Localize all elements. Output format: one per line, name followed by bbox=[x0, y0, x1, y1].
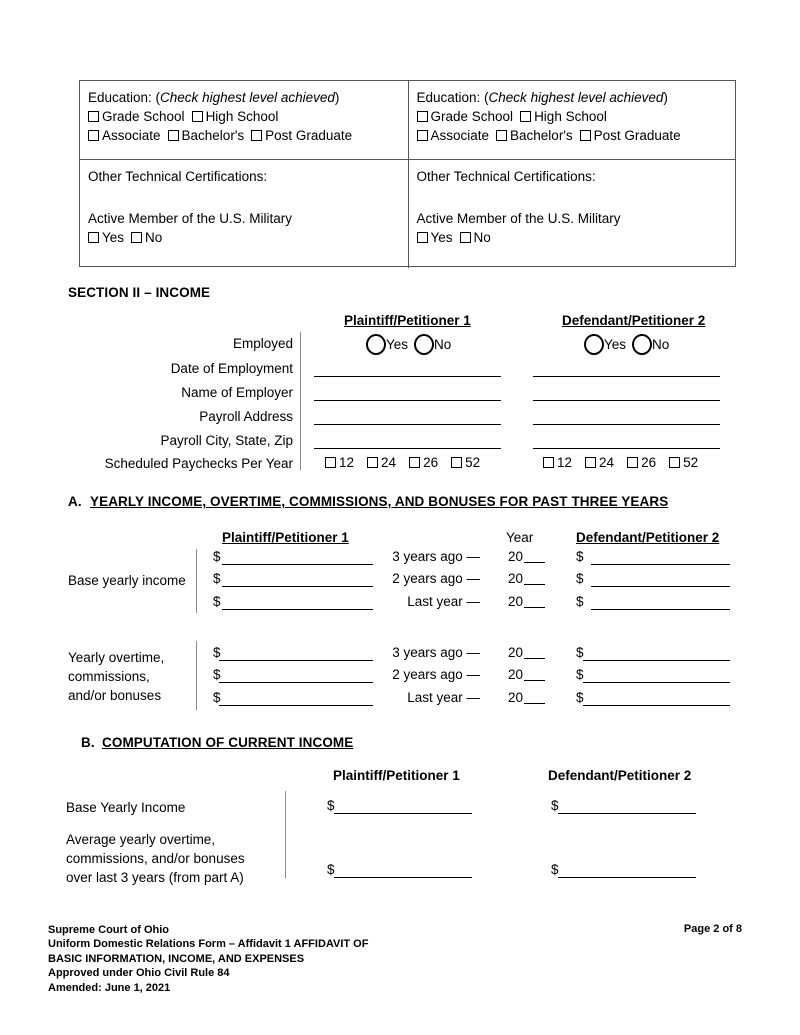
radio-employed-no[interactable] bbox=[632, 334, 652, 355]
section-2-heading: SECTION II – INCOME bbox=[68, 285, 211, 300]
radio-employed-yes[interactable] bbox=[366, 334, 386, 355]
label-name-of-employer: Name of Employer bbox=[181, 385, 293, 400]
partA-when-3-years-ago: 3 years ago — bbox=[392, 549, 480, 564]
paychecks-options-petitioner2: 12 24 26 52 bbox=[543, 455, 698, 470]
checkbox-paychecks-26[interactable] bbox=[409, 457, 420, 468]
certifications-row bbox=[80, 159, 735, 268]
radio-employed-yes[interactable] bbox=[584, 334, 604, 355]
dollar-sign: $ bbox=[213, 549, 221, 564]
partA-when-last-year: Last year — bbox=[407, 690, 480, 705]
partB-col1-header: Plaintiff/Petitioner 1 bbox=[333, 768, 460, 783]
partA-letter: A. bbox=[68, 494, 82, 509]
partA-when-last-year: Last year — bbox=[407, 594, 480, 609]
checkbox-paychecks-52[interactable] bbox=[669, 457, 680, 468]
checkbox-grade-school[interactable] bbox=[417, 111, 428, 122]
input-year-3yr-g1[interactable]: 20 bbox=[508, 549, 545, 564]
footer bbox=[48, 923, 368, 995]
partB-col2-header: Defendant/Petitioner 2 bbox=[548, 768, 692, 783]
checkbox-paychecks-24[interactable] bbox=[367, 457, 378, 468]
input-overtime-3yr-p2[interactable] bbox=[583, 660, 730, 661]
certifications-cell-petitioner1 bbox=[80, 160, 408, 268]
certifications-label: Other Technical Certifications: bbox=[416, 169, 596, 184]
dollar-sign: $ bbox=[576, 645, 584, 660]
dollar-sign: $ bbox=[551, 798, 559, 813]
input-base-income-lastyr-p1[interactable] bbox=[222, 609, 373, 610]
section2-col2-header: Defendant/Petitioner 2 bbox=[562, 313, 706, 328]
partA-heading: YEARLY INCOME, OVERTIME, COMMISSIONS, AND BONUSES FOR PAST THREE YEARS bbox=[90, 494, 669, 509]
partA-col2-header: Defendant/Petitioner 2 bbox=[576, 530, 720, 545]
input-date-of-employment-p2[interactable] bbox=[533, 376, 720, 377]
education-checkbox-row-2: Associate Bachelor's Post Graduate bbox=[417, 126, 736, 145]
partA-when-3-years-ago: 3 years ago — bbox=[392, 645, 480, 660]
input-overtime-3yr-p1[interactable] bbox=[219, 660, 373, 661]
education-cell-petitioner1 bbox=[80, 81, 408, 159]
dollar-sign: $ bbox=[213, 571, 221, 586]
input-year-lastyr-g1[interactable]: 20 bbox=[508, 594, 545, 609]
dollar-sign: $ bbox=[213, 594, 221, 609]
employed-options-petitioner1: Yes No bbox=[366, 334, 451, 355]
dollar-sign: $ bbox=[551, 862, 559, 877]
footer-line-4: Approved under Ohio Civil Rule 84 bbox=[48, 967, 230, 980]
checkbox-high-school[interactable] bbox=[192, 111, 203, 122]
input-payroll-address-p1[interactable] bbox=[314, 424, 501, 425]
input-base-income-2yr-p2[interactable] bbox=[591, 586, 730, 587]
checkbox-associate[interactable] bbox=[88, 130, 99, 141]
partA-group2-divider bbox=[196, 641, 197, 710]
input-overtime-2yr-p2[interactable] bbox=[583, 682, 730, 683]
military-options: Yes No bbox=[88, 228, 408, 247]
footer-line-3: BASIC INFORMATION, INCOME, AND EXPENSES bbox=[48, 952, 305, 965]
input-date-of-employment-p1[interactable] bbox=[314, 376, 501, 377]
input-base-yearly-income-p1[interactable] bbox=[334, 813, 472, 814]
partB-row1-label: Base Yearly Income bbox=[66, 800, 186, 815]
section2-divider bbox=[300, 332, 301, 470]
dollar-sign: $ bbox=[576, 549, 584, 564]
checkbox-grade-school[interactable] bbox=[88, 111, 99, 122]
footer-line-1: Supreme Court of Ohio bbox=[48, 924, 169, 936]
label-payroll-city-state-zip: Payroll City, State, Zip bbox=[160, 433, 293, 448]
footer-line-5: Amended: June 1, 2021 bbox=[48, 981, 171, 994]
dollar-sign: $ bbox=[213, 645, 221, 660]
education-prompt: Education: (Check highest level achieved) bbox=[88, 90, 340, 105]
partA-group1-label: Base yearly income bbox=[68, 573, 186, 588]
checkbox-post-graduate[interactable] bbox=[580, 130, 591, 141]
partA-when-2-years-ago: 2 years ago — bbox=[392, 571, 480, 586]
input-avg-overtime-p2[interactable] bbox=[558, 877, 696, 878]
checkbox-bachelors[interactable] bbox=[496, 130, 507, 141]
paychecks-options-petitioner1: 12 24 26 52 bbox=[325, 455, 480, 470]
input-payroll-address-p2[interactable] bbox=[533, 424, 720, 425]
education-cell-petitioner2 bbox=[408, 81, 736, 159]
input-base-income-2yr-p1[interactable] bbox=[222, 586, 373, 587]
input-overtime-lastyr-p1[interactable] bbox=[219, 705, 373, 706]
partA-group1-divider bbox=[196, 549, 197, 613]
label-date-of-employment: Date of Employment bbox=[170, 361, 293, 376]
label-employed: Employed bbox=[232, 336, 293, 351]
checkbox-paychecks-24[interactable] bbox=[585, 457, 596, 468]
checkbox-bachelors[interactable] bbox=[168, 130, 179, 141]
education-checkbox-row-2: Associate Bachelor's Post Graduate bbox=[88, 126, 408, 145]
checkbox-military-yes[interactable] bbox=[88, 232, 99, 243]
dollar-sign: $ bbox=[576, 667, 584, 682]
employed-options-petitioner2: Yes No bbox=[584, 334, 669, 355]
input-year-3yr-g2[interactable]: 20 bbox=[508, 645, 545, 660]
partA-col1-header: Plaintiff/Petitioner 1 bbox=[222, 530, 349, 545]
education-checkbox-row-1: Grade School High School bbox=[88, 107, 408, 126]
input-base-income-3yr-p2[interactable] bbox=[591, 564, 730, 565]
checkbox-paychecks-52[interactable] bbox=[451, 457, 462, 468]
dollar-sign: $ bbox=[327, 862, 335, 877]
checkbox-paychecks-26[interactable] bbox=[627, 457, 638, 468]
dollar-sign: $ bbox=[213, 690, 221, 705]
input-name-of-employer-p1[interactable] bbox=[314, 400, 501, 401]
checkbox-military-no[interactable] bbox=[131, 232, 142, 243]
education-checkbox-row-1: Grade School High School bbox=[417, 107, 736, 126]
certifications-cell-petitioner2 bbox=[408, 160, 736, 268]
input-year-2yr-g2[interactable]: 20 bbox=[508, 667, 545, 682]
dollar-sign: $ bbox=[327, 798, 335, 813]
checkbox-paychecks-12[interactable] bbox=[543, 457, 554, 468]
label-payroll-address: Payroll Address bbox=[199, 409, 293, 424]
input-base-income-3yr-p1[interactable] bbox=[222, 564, 373, 565]
input-payroll-city-state-zip-p1[interactable] bbox=[314, 448, 501, 449]
radio-employed-no[interactable] bbox=[414, 334, 434, 355]
checkbox-military-no[interactable] bbox=[460, 232, 471, 243]
dollar-sign: $ bbox=[576, 571, 584, 586]
section2-col1-header: Plaintiff/Petitioner 1 bbox=[344, 313, 471, 328]
military-label: Active Member of the U.S. Military bbox=[88, 211, 293, 226]
dollar-sign: $ bbox=[576, 594, 584, 609]
dollar-sign: $ bbox=[576, 690, 584, 705]
partB-letter: B. bbox=[81, 735, 95, 750]
input-overtime-2yr-p1[interactable] bbox=[219, 682, 373, 683]
label-scheduled-paychecks: Scheduled Paychecks Per Year bbox=[104, 456, 293, 471]
input-name-of-employer-p2[interactable] bbox=[533, 400, 720, 401]
input-payroll-city-state-zip-p2[interactable] bbox=[533, 448, 720, 449]
military-options: Yes No bbox=[417, 228, 736, 247]
military-label: Active Member of the U.S. Military bbox=[416, 211, 621, 226]
checkbox-post-graduate[interactable] bbox=[251, 130, 262, 141]
input-year-2yr-g1[interactable]: 20 bbox=[508, 571, 545, 586]
education-row bbox=[80, 81, 735, 159]
partA-year-header: Year bbox=[506, 530, 534, 545]
partA-group2-label: Yearly overtime, commissions, and/or bonuses bbox=[68, 650, 165, 703]
input-overtime-lastyr-p2[interactable] bbox=[583, 705, 730, 706]
checkbox-military-yes[interactable] bbox=[417, 232, 428, 243]
input-base-yearly-income-p2[interactable] bbox=[558, 813, 696, 814]
education-table bbox=[79, 80, 736, 267]
page-number: Page 2 of 8 bbox=[683, 923, 742, 935]
input-year-lastyr-g2[interactable]: 20 bbox=[508, 690, 545, 705]
checkbox-paychecks-12[interactable] bbox=[325, 457, 336, 468]
footer-line-2: Uniform Domestic Relations Form – Affidavit 1 AFFIDAVIT OF bbox=[48, 938, 369, 951]
partB-divider bbox=[285, 791, 286, 878]
education-prompt: Education: (Check highest level achieved) bbox=[416, 90, 668, 105]
partA-when-2-years-ago: 2 years ago — bbox=[392, 667, 480, 682]
certifications-label: Other Technical Certifications: bbox=[88, 169, 268, 184]
checkbox-high-school[interactable] bbox=[520, 111, 531, 122]
partB-heading: COMPUTATION OF CURRENT INCOME bbox=[102, 735, 354, 750]
dollar-sign: $ bbox=[213, 667, 221, 682]
input-base-income-lastyr-p2[interactable] bbox=[591, 609, 730, 610]
input-avg-overtime-p1[interactable] bbox=[334, 877, 472, 878]
checkbox-associate[interactable] bbox=[417, 130, 428, 141]
partB-row2-label: Average yearly overtime, commissions, and/or bonuses over last 3 years (from part A) bbox=[66, 832, 245, 885]
